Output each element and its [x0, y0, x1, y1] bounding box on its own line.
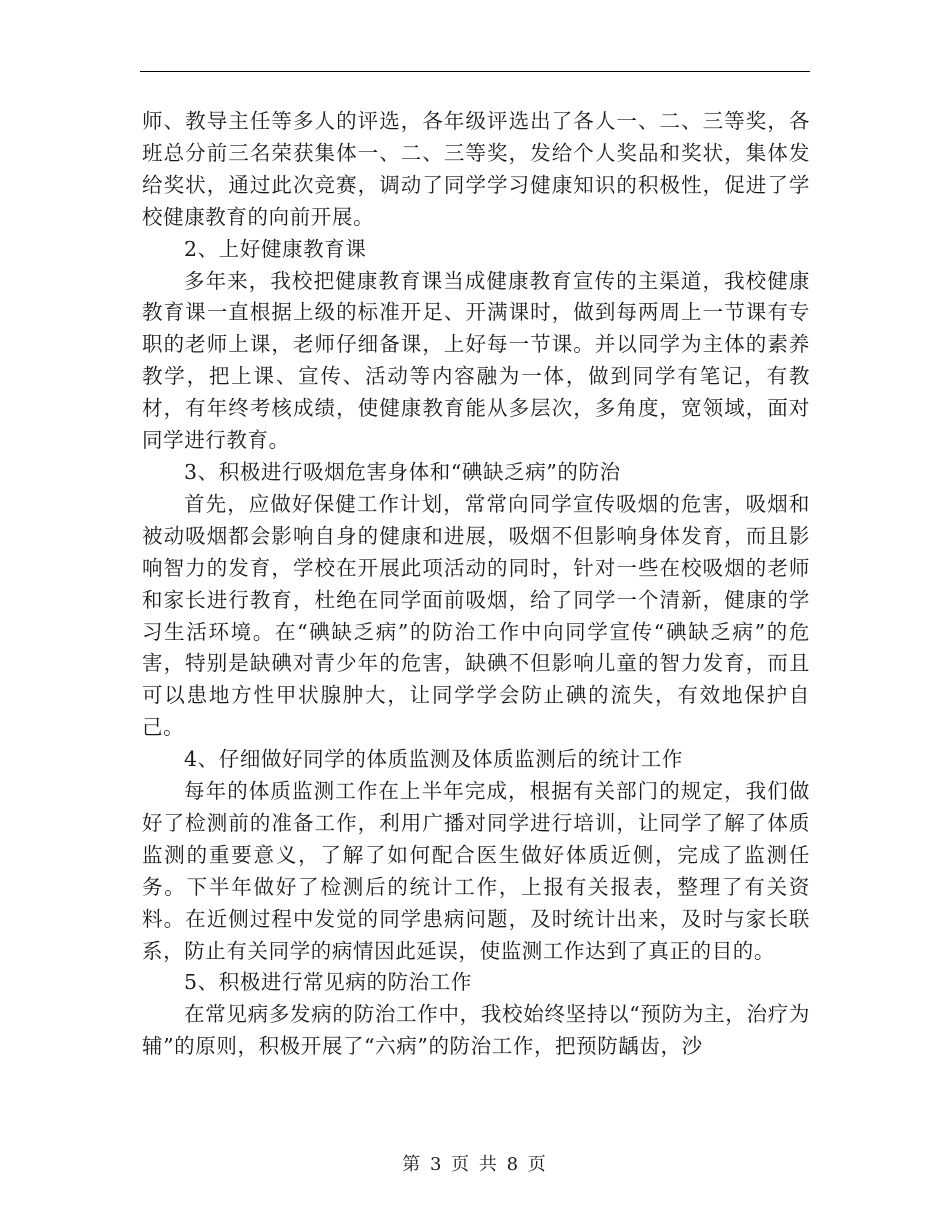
paragraph-5: 在常见病多发病的防治工作中，我校始终坚持以“预防为主，治疗为辅”的原则，积极开展了“六病”的防治工作，把预防龋齿，沙: [142, 1002, 810, 1059]
document-body: [142, 106, 810, 1063]
paragraph-1: 师、教导主任等多人的评选，各年级评选出了各人一、二、三等奖，各班总分前三名荣获集体一、二、三等奖，发给个人奖品和奖状，集体发给奖状，通过此次竞赛，调动了同学学习健康知识的积极性，促进了学校健康教育的向前开展。: [142, 109, 810, 229]
paragraph-4: 每年的体质监测工作在上半年完成，根据有关部门的规定，我们做好了检测前的准备工作，利用广播对同学进行培训，让同学了解了体质监测的重要意义，了解了如何配合医生做好体质近侧，完成了监测任务。下半年做好了检测后的统计工作，上报有关报表，整理了有关资料。在近侧过程中发觉的同学患病问题，及时统计出来，及时与家长联系，防止有关同学的病情因此延误，使监测工作达到了真正的目的。: [142, 779, 810, 963]
paragraph-2: 多年来，我校把健康教育课当成健康教育宣传的主渠道，我校健康教育课一直根据上级的标准开足、开满课时，做到每两周上一节课有专职的老师上课，老师仔细备课，上好每一节课。并以同学为主体的素养教学，把上课、宣传、活动等内容融为一体，做到同学有笔记，有教材，有年终考核成绩，使健康教育能从多层次，多角度，宽领域，面对同学进行教育。: [142, 268, 810, 453]
section-heading-4: 4、仔细做好同学的体质监测及体质监测后的统计工作: [184, 747, 683, 772]
page-number-footer: 第 3 页 共 8 页: [402, 1154, 548, 1175]
header-rule: [140, 71, 810, 72]
section-heading-2: 2、上好健康教育课: [184, 236, 367, 261]
section-heading-5: 5、积极进行常见病的防治工作: [184, 970, 472, 995]
section-heading-3: 3、积极进行吸烟危害身体和“碘缺乏病”的防治: [184, 459, 621, 484]
paragraph-3: 首先，应做好保健工作计划，常常向同学宣传吸烟的危害，吸烟和被动吸烟都会影响自身的健康和进展，吸烟不但影响身体发育，而且影响智力的发育，学校在开展此项活动的同时，针对一些在校吸烟的老师和家长进行教育，杜绝在同学面前吸烟，给了同学一个清新，健康的学习生活环境。在“碘缺乏病”的防治工作中向同学宣传“碘缺乏病”的危害，特别是缺碘对青少年的危害，缺碘不但影响儿童的智力发育，而且可以患地方性甲状腺肿大，让同学学会防止碘的流失，有效地保护自己。: [142, 491, 810, 740]
